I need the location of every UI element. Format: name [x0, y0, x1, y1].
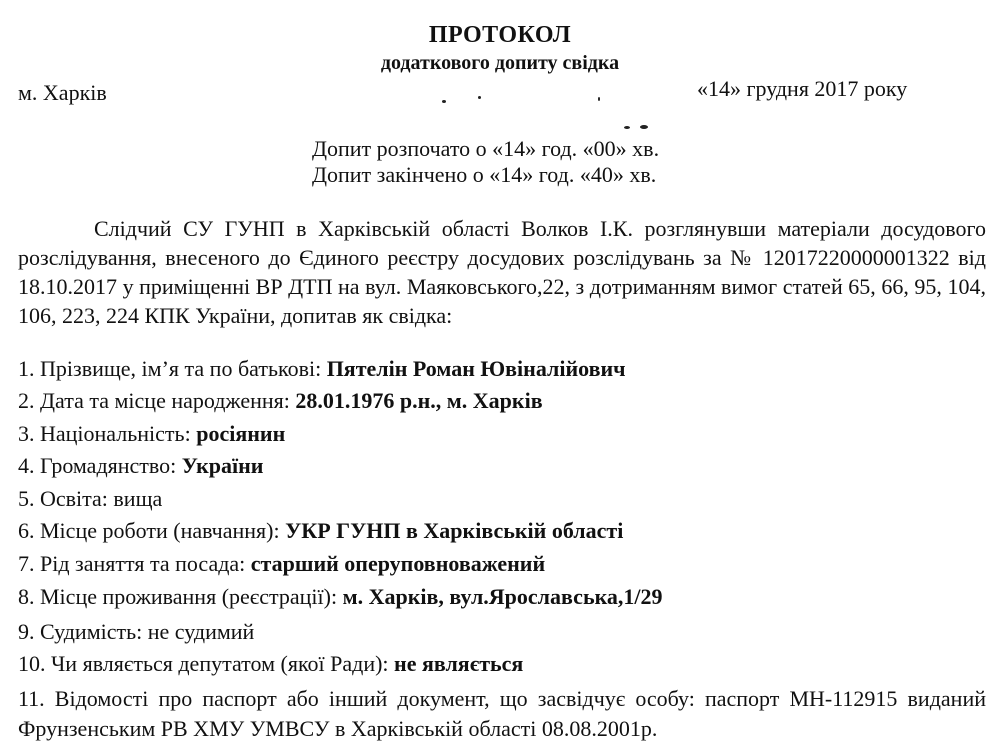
- item-deputy: [18, 651, 523, 677]
- city: м. Харків: [18, 80, 107, 105]
- item-label: 8. Місце проживання (реєстрації):: [18, 584, 343, 609]
- document-title: ПРОТОКОЛ: [428, 22, 572, 48]
- item-criminal-record: [18, 619, 254, 645]
- intro-paragraph: Слідчий СУ ГУНП в Харківській області Волков І.К. розглянувши матеріали досудового розслідування, внесеного до Єдиного реєстру досудових розслідувань за № 12017220000001322 від 18.10.2017 у приміщенні ВР ДТП на вул. Маяковського,22, з дотриманням вимог статей 65, 66, 95, 104, 106, 223, 224 КПК України, допитав як свідка:: [18, 216, 986, 328]
- item-passport: [18, 684, 986, 744]
- item-value: вища: [113, 486, 163, 511]
- document-date: «14» грудня 2017 року: [697, 76, 908, 101]
- item-citizenship: [18, 453, 263, 479]
- scan-speck: [442, 100, 446, 103]
- item-label: 9. Судимість:: [18, 619, 148, 644]
- item-label: 2. Дата та місце народження:: [18, 388, 296, 413]
- item-nationality: [18, 421, 285, 447]
- scan-speck: [624, 126, 630, 129]
- item-value: не судимий: [147, 619, 255, 644]
- interrogation-end: Допит закінчено о «14» год. «40» хв.: [312, 162, 657, 187]
- item-education: [18, 486, 162, 512]
- item-value: старший оперуповноважений: [250, 551, 546, 576]
- document-subtitle: додаткового допиту свідка: [380, 52, 620, 74]
- item-position: [18, 551, 545, 577]
- item-value: України: [181, 453, 264, 478]
- scan-speck: [640, 125, 648, 129]
- item-value: не являється: [394, 651, 524, 676]
- interrogation-start: Допит розпочато о «14» год. «00» хв.: [312, 136, 660, 161]
- item-value: 28.01.1976 р.н., м. Харків: [295, 388, 543, 413]
- item-label: 3. Національність:: [18, 421, 197, 446]
- item-label: 4. Громадянство:: [18, 453, 182, 478]
- item-value: Пятелін Роман Ювіналійович: [326, 356, 626, 381]
- scan-speck: [598, 97, 600, 101]
- item-label: 10. Чи являється депутатом (якої Ради):: [18, 651, 395, 676]
- item-value: УКР ГУНП в Харківській області: [285, 518, 624, 543]
- item-label: 6. Місце роботи (навчання):: [18, 518, 286, 543]
- item-label: 5. Освіта:: [18, 486, 114, 511]
- item-value: росіянин: [196, 421, 286, 446]
- item-value: м. Харків, вул.Ярославська,1/29: [342, 584, 663, 609]
- item-full-name: [18, 356, 626, 382]
- item-label: 7. Рід заняття та посада:: [18, 551, 251, 576]
- item-label: 11. Відомості про паспорт або інший документ, що засвідчує особу:: [18, 686, 705, 711]
- item-workplace: [18, 518, 623, 544]
- scan-speck: [478, 96, 481, 99]
- item-residence: [18, 584, 663, 610]
- item-label: 1. Прізвище, ім’я та по батькові:: [18, 356, 327, 381]
- item-value: паспорт МН-112915 виданий Фрунзенським РВ ХМУ УМВСУ в Харківській області 08.08.2001р.: [18, 686, 986, 741]
- item-birth: [18, 388, 543, 414]
